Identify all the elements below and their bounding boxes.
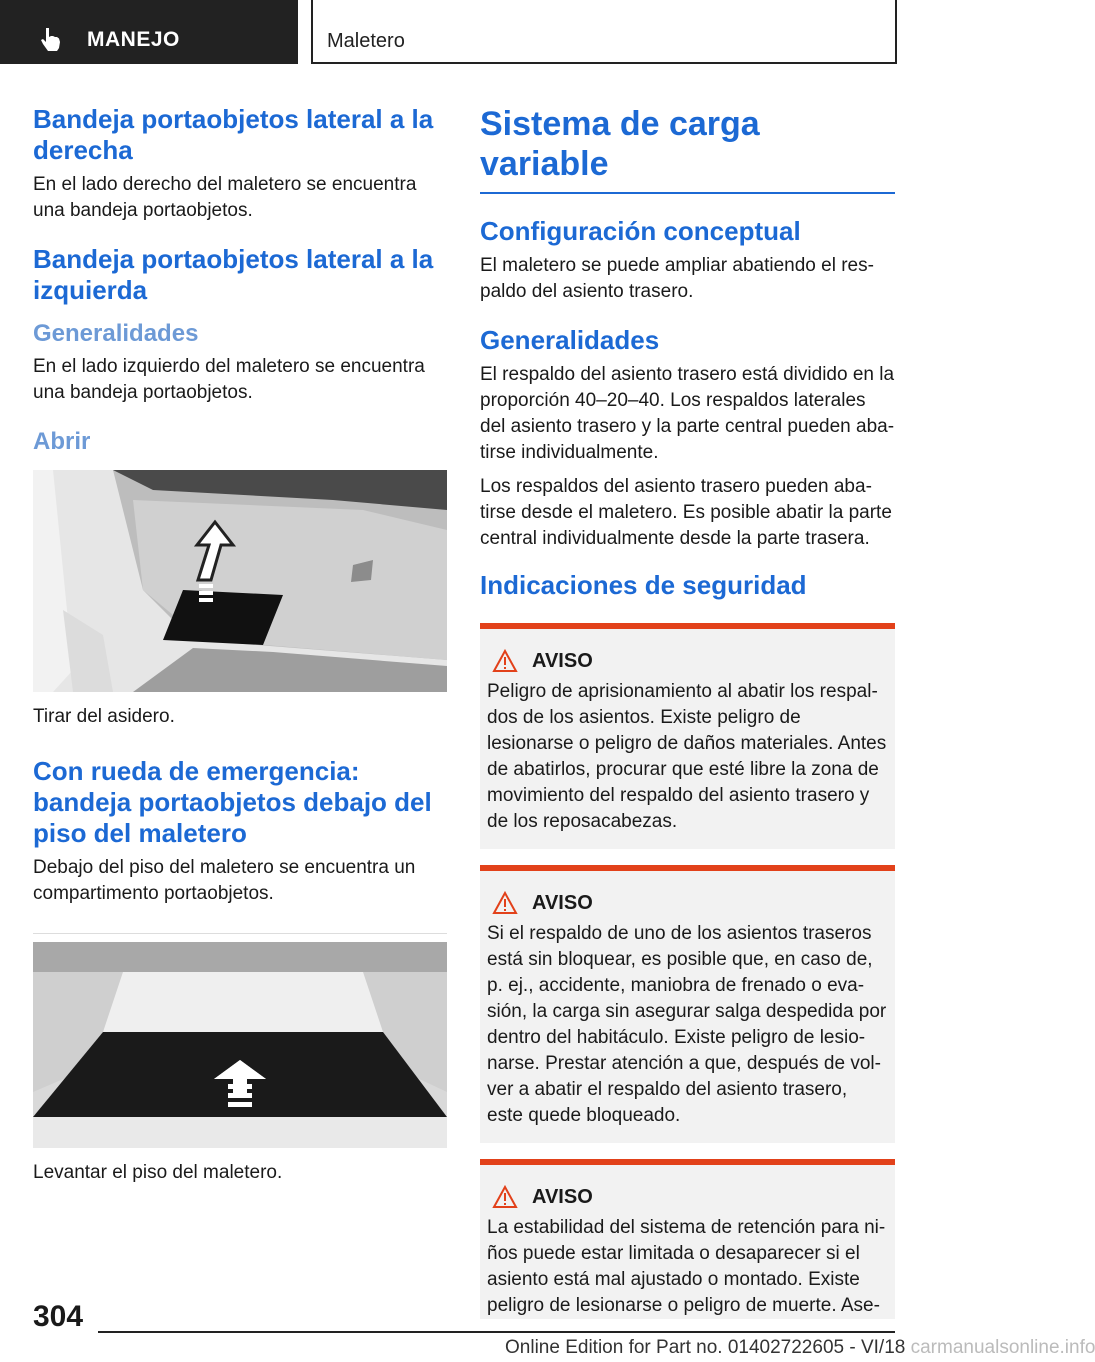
warning-text: Peligro de aprisionamiento al abatir los respaldos de los asientos. Existe peligro de lesionarse o peligro de daños materiales. Antes de abatirlos, procurar que esté libre la zona de movimiento del respaldo del asiento trasero y de los reposacabezas. (487, 681, 887, 832)
heading-general-right: Generalidades (480, 325, 660, 355)
text-general-left: En el lado izquierdo del maletero se encuentra una bandeja portaobjetos. (33, 356, 425, 403)
heading-safety: Indicaciones de seguridad (480, 570, 807, 600)
heading-left-tray: Bandeja portaobjetos lateral a la izquierda (33, 244, 434, 305)
section-header (0, 0, 298, 64)
warning-title: AVISO (532, 891, 593, 914)
warning-title: AVISO (532, 649, 593, 672)
warning-triangle-icon (492, 1185, 518, 1209)
side-tray-illustration (33, 470, 447, 692)
heading-open: Abrir (33, 428, 91, 455)
caption-lift-floor: Levantar el piso del maletero. (33, 1162, 283, 1183)
warning-title: AVISO (532, 1185, 593, 1208)
heading-concept: Configuración conceptual (480, 216, 801, 246)
warning-triangle-icon (492, 649, 518, 673)
watermark-text: carmanualsonline.info (910, 1337, 1095, 1358)
warning-triangle-icon (492, 891, 518, 915)
trunk-floor-photo (33, 942, 447, 1148)
warning-box (480, 865, 895, 1143)
page-number: 304 (33, 1300, 84, 1333)
subsection-header (311, 0, 897, 64)
heading-spare-wheel: Con rueda de emergencia: bandeja portaobjetos debajo del piso del maletero (33, 756, 432, 848)
section-title: MANEJO (87, 28, 180, 51)
warning-box (480, 1159, 895, 1319)
heading-right-tray: Bandeja portaobjetos lateral a la derecha (33, 104, 434, 165)
text-general-right-2: Los respaldos del asiento trasero pueden abatirse desde el maletero. Es posible abatir la parte central individualmente desde la parte trasera. (480, 476, 892, 549)
subsection-title: Maletero (327, 30, 405, 52)
text-concept: El maletero se puede ampliar abatiendo el respaldo del asiento trasero. (480, 255, 874, 302)
text-spare-wheel: Debajo del piso del maletero se encuentra un compartimento portaobjetos. (33, 857, 416, 904)
heading-general-left: Generalidades (33, 320, 199, 347)
left-column (33, 104, 447, 1198)
text-general-right-1: El respaldo del asiento trasero está dividido en la proporción 40–20–40. Los respaldos laterales del asiento trasero y la parte central pueden abatirse individualmente. (480, 364, 895, 463)
warning-box (480, 623, 895, 849)
caption-pull-handle: Tirar del asidero. (33, 706, 175, 727)
divider (33, 933, 447, 934)
right-column (480, 104, 895, 1319)
edition-text: Online Edition for Part no. 01402722605 - VI/18 (505, 1337, 906, 1358)
text-right-tray: En el lado derecho del maletero se encuentra una bandeja portaobjetos. (33, 174, 417, 221)
warning-text: Si el respaldo de uno de los asientos traseros está sin bloquear, es posible que, en caso de, p. ej., accidente, maniobra de frenado o evasión, la carga sin asegurar salga despedida por dentro del habitáculo. Existe peligro de lesionarse. Prestar atención a que, después de volver a abatir el respaldo del asiento trasero, este quede bloqueado. (487, 923, 887, 1126)
heading-variable-load: Sistema de carga variable (480, 104, 895, 194)
trunk-floor-illustration (33, 942, 447, 1148)
side-tray-photo (33, 470, 447, 692)
hand-pointer-icon (38, 26, 64, 52)
warning-text: La estabilidad del sistema de retención para niños puede estar limitada o desaparecer si el asiento está mal ajustado o montado. Existe peligro de lesionarse o peligro de muerte. Ase- (487, 1217, 886, 1316)
footer-edition (505, 1337, 1095, 1359)
footer-rule (98, 1331, 895, 1333)
